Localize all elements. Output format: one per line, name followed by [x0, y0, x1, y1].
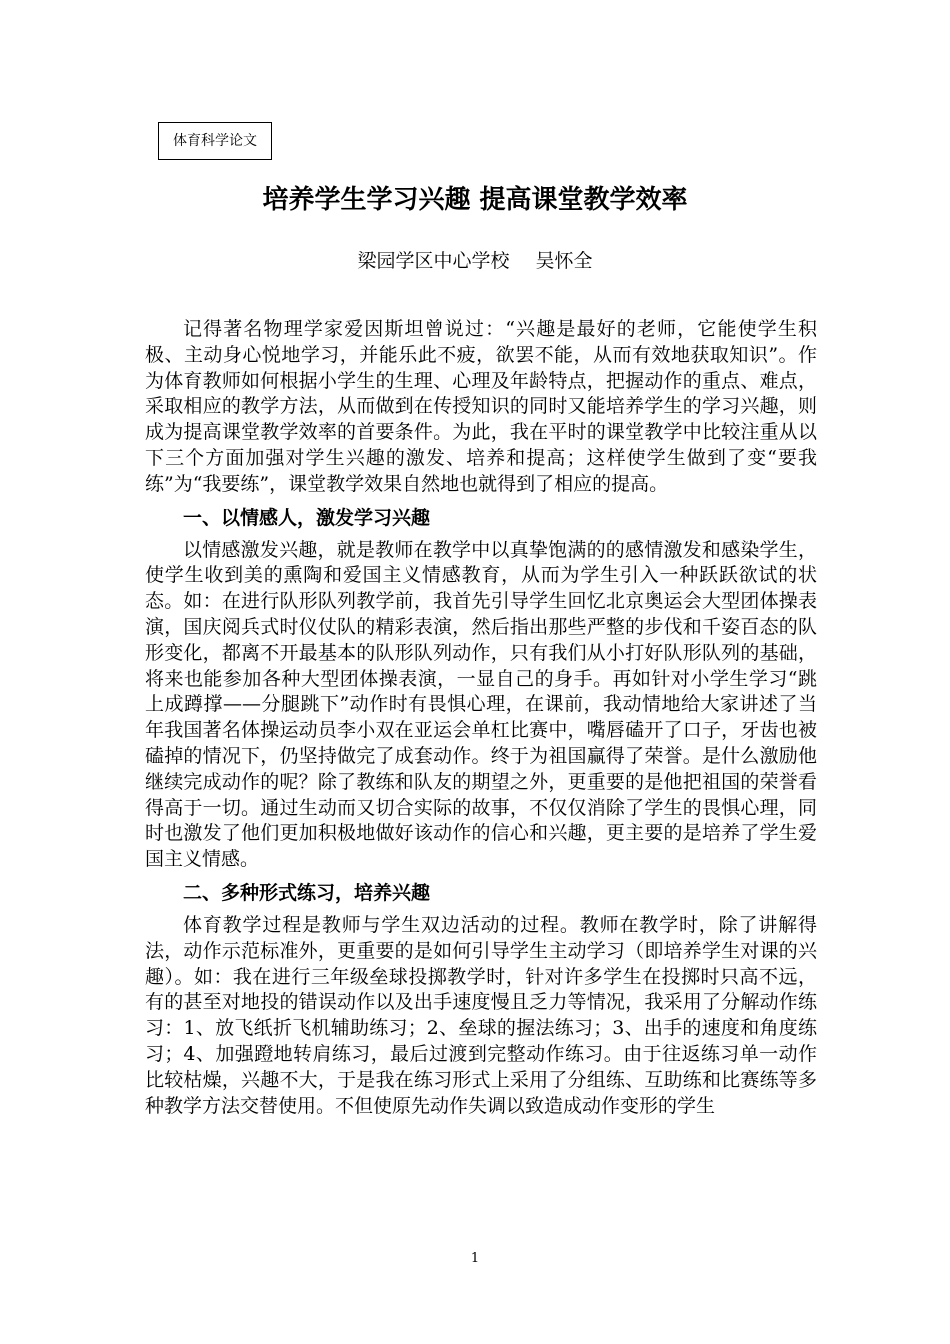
page-title: 培养学生学习兴趣 提高课堂教学效率 [262, 185, 688, 215]
author-line [0, 246, 950, 276]
author-name: 吴怀全 [535, 250, 593, 272]
intro-paragraph: 记得著名物理学家爱因斯坦曾说过：“兴趣是最好的老师，它能使学生积极、主动身心悦地学习，并能乐此不疲，欲罢不能，从而有效地获取知识”。作为体育教师如何根据小学生的生理、心理及年龄特点，把握动作的重点、难点，采取相应的教学方法，从而做到在传授知识的同时又能培养学生的学习兴趣，则成为提高课堂教学效率的首要条件。为此，我在平时的课堂教学中比较注重从以下三个方面加强对学生兴趣的激发、培养和提高；这样使学生做到了变“要我练”为“我要练”，课堂教学效果自然地也就得到了相应的提高。 [145, 318, 817, 495]
section-2-heading: 二、多种形式练习，培养兴趣 [183, 881, 431, 904]
section-1-paragraph: 以情感激发兴趣，就是教师在教学中以真挚饱满的的感情激发和感染学生，使学生收到美的熏陶和爱国主义情感教育，从而为学生引入一种跃跃欲试的状态。如：在进行队形队列教学前，我首先引导学生回忆北京奥运会大型团体操表演，国庆阅兵式时仪仗队的精彩表演，然后指出那些严整的步伐和千姿百态的队形变化，都离不开最基本的队形队列动作，只有我们从小打好队形队列的基础，将来也能参加各种大型团体操表演，一显自己的身手。再如针对小学生学习“跳上成蹲撑——分腿跳下”动作时有畏惧心理，在课前，我动情地给大家讲述了当年我国著名体操运动员李小双在亚运会单杠比赛中，嘴唇磕开了口子，牙齿也被磕掉的情况下，仍坚持做完了成套动作。终于为祖国赢得了荣誉。是什么激励他继续完成动作的呢？除了教练和队友的期望之外，更重要的是他把祖国的荣誉看得高于一切。通过生动而又切合实际的故事，不仅仅消除了学生的畏惧心理，同时也激发了他们更加积极地做好该动作的信心和兴趣，更主要的是培养了学生爱国主义情感。 [145, 538, 817, 871]
page-number: 1 [470, 1251, 480, 1266]
section-1-heading: 一、以情感人，激发学习兴趣 [183, 506, 431, 529]
category-tag: 体育科学论文 [158, 122, 272, 160]
author-school: 梁园学区中心学校 [357, 250, 510, 272]
article-body [145, 317, 817, 1119]
section-2-paragraph: 体育教学过程是教师与学生双边活动的过程。教师在教学时，除了讲解得法，动作示范标准外，更重要的是如何引导学生主动学习（即培养学生对课的兴趣）。如：我在进行三年级垒球投掷教学时，针对许多学生在投掷时只高不远，有的甚至对地投的错误动作以及出手速度慢且乏力等情况，我采用了分解动作练习：1、放飞纸折飞机辅助练习；2、垒球的握法练习；3、出手的速度和角度练习；4、加强蹬地转肩练习，最后过渡到完整动作练习。由于往返练习单一动作比较枯燥，兴趣不大，于是我在练习形式上采用了分组练、互助练和比赛练等多种教学方法交替使用。不但使原先动作失调以致造成动作变形的学生 [145, 913, 817, 1117]
